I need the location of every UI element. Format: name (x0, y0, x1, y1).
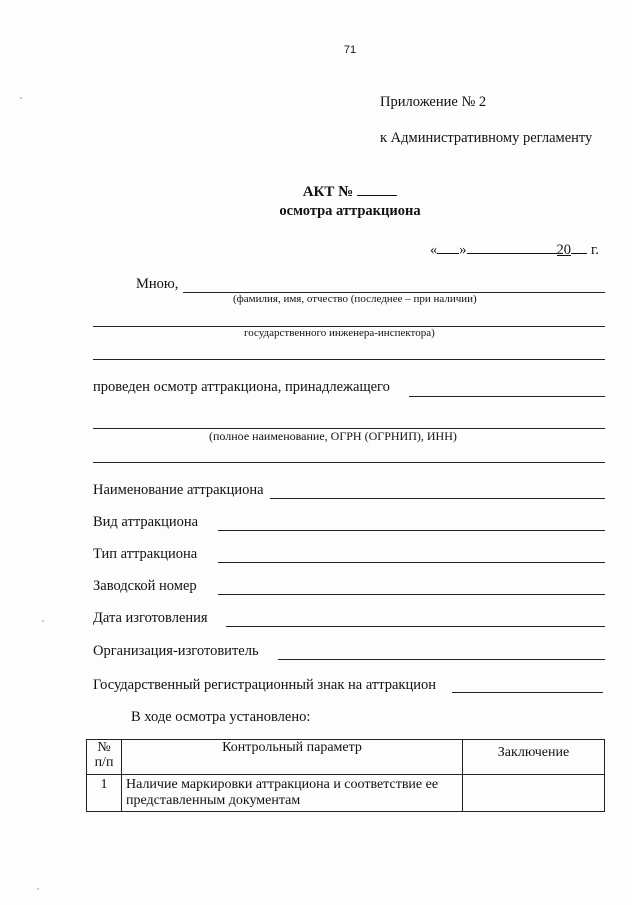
scan-speck (37, 888, 39, 890)
header-conclusion (463, 740, 605, 775)
date-year-suffix: г. (591, 242, 599, 258)
act-subtitle: осмотра аттракциона (279, 203, 421, 219)
act-title (0, 183, 632, 201)
owner-hint: (полное наименование, ОГРН (ОГРНИП), ИНН) (209, 429, 457, 443)
table-header-row (87, 740, 605, 775)
date-open-quote: « (430, 242, 438, 258)
field-line-kind[interactable] (218, 530, 605, 531)
appendix-line-1: Приложение № 2 (380, 94, 487, 110)
row-num: 1 (87, 775, 122, 812)
row-conclusion[interactable] (463, 775, 605, 812)
field-label-name: Наименование аттракциона (93, 482, 264, 498)
date-line (430, 240, 599, 259)
owner-line-3[interactable] (93, 462, 605, 463)
field-line-name[interactable] (270, 498, 605, 499)
header-num-line1: № (97, 740, 111, 755)
field-line-manufacture-date[interactable] (226, 626, 605, 627)
act-number-blank[interactable] (357, 183, 397, 196)
table-row (87, 775, 605, 812)
established-label: В ходе осмотра установлено: (131, 709, 311, 725)
field-line-reg-sign[interactable] (452, 692, 603, 693)
scan-speck (20, 97, 22, 99)
row-param: Наличие маркировки аттракциона и соответствие ее представленным документам (122, 775, 463, 812)
owner-line-1[interactable] (409, 396, 605, 397)
inspection-table (86, 739, 605, 812)
date-day-blank[interactable] (437, 240, 459, 254)
field-line-serial[interactable] (218, 594, 605, 595)
header-num-line2: п/п (94, 755, 114, 770)
field-label-type: Тип аттракциона (93, 546, 198, 562)
header-conclusion-text: Заключение (497, 745, 570, 760)
header-num (87, 740, 122, 775)
scan-speck (42, 620, 44, 622)
act-title-text: АКТ № (302, 184, 354, 200)
header-param: Контрольный параметр (122, 740, 463, 775)
field-label-reg-sign: Государственный регистрационный знак на аттракцион (93, 677, 437, 693)
inspector-hint-1: (фамилия, имя, отчество (последнее – при наличии) (233, 293, 477, 305)
inspector-line-3[interactable] (93, 359, 605, 360)
field-line-manufacturer[interactable] (278, 659, 605, 660)
inspector-label: Мною, (136, 276, 179, 292)
appendix-line-2: к Административному регламенту (380, 130, 593, 146)
date-month-blank[interactable] (467, 240, 557, 254)
page-number: 71 (343, 44, 357, 56)
date-close-quote: » (459, 242, 467, 258)
field-label-serial: Заводской номер (93, 578, 197, 594)
field-label-manufacturer: Организация-изготовитель (93, 643, 259, 659)
date-year-prefix: 20 (556, 242, 571, 258)
field-label-kind: Вид аттракциона (93, 514, 199, 530)
inspector-hint-2: государственного инженера-инспектора) (244, 327, 435, 339)
date-year-blank[interactable] (571, 240, 587, 254)
owner-label: проведен осмотр аттракциона, принадлежащего (93, 379, 390, 395)
field-label-manufacture-date: Дата изготовления (93, 610, 208, 626)
field-line-type[interactable] (218, 562, 605, 563)
